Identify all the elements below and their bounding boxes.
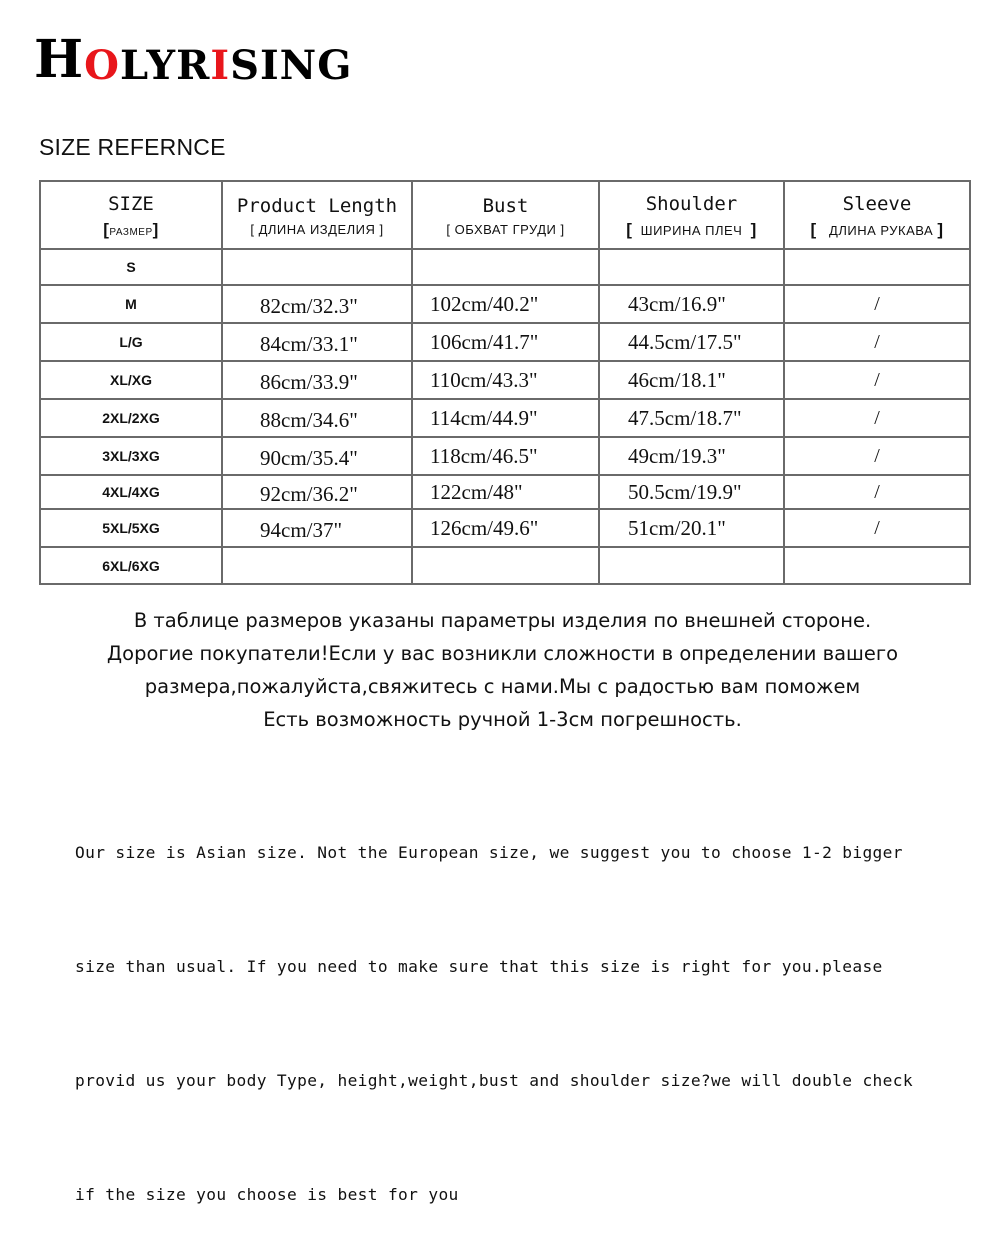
size-label: 5XL/5XG [40, 509, 222, 547]
length-value: 90cm/35.4" [222, 437, 412, 475]
size-label: XL/XG [40, 361, 222, 399]
table-row [40, 399, 970, 437]
sleeve-value [784, 249, 970, 285]
header-size: SIZE [РАЗМЕР] [40, 181, 222, 249]
bust-value: 114cm/44.9" [412, 399, 599, 437]
header-length: Product Length [ ДЛИНА ИЗДЕЛИЯ ] [222, 181, 412, 249]
sleeve-value: / [784, 399, 970, 437]
shoulder-value: 49cm/19.3" [599, 437, 784, 475]
shoulder-value [599, 249, 784, 285]
en-note-line: provid us your body Type, height,weight,bust and shoulder size?we will double check [75, 1071, 913, 1090]
length-value: 88cm/34.6" [222, 399, 412, 437]
sleeve-value: / [784, 323, 970, 361]
length-value: 86cm/33.9" [222, 361, 412, 399]
sleeve-value: / [784, 285, 970, 323]
length-value [222, 547, 412, 584]
ru-note-line: В таблице размеров указаны параметры изделия по внешней стороне. [133, 609, 872, 632]
section-title: SIZE REFERNCE [39, 134, 226, 160]
bust-value: 110cm/43.3" [412, 361, 599, 399]
bust-value: 118cm/46.5" [412, 437, 599, 475]
size-label: 4XL/4XG [40, 475, 222, 509]
bust-value [412, 547, 599, 584]
ru-note-line: Дорогие покупатели!Если у вас возникли сложности в определении вашего [106, 642, 899, 665]
table-row [40, 323, 970, 361]
size-label: 2XL/2XG [40, 399, 222, 437]
ru-note-line: размера,пожалуйста,свяжитесь с нами.Мы с радостью вам поможем [144, 675, 861, 698]
english-notes [75, 758, 995, 1252]
bust-value: 122cm/48" [412, 475, 599, 509]
length-value: 92cm/36.2" [222, 475, 412, 509]
shoulder-value: 44.5cm/17.5" [599, 323, 784, 361]
logo-letters-lyr: LYR [119, 42, 211, 89]
en-note-line: Our size is Asian size. Not the European size, we suggest you to choose 1-2 bigger [75, 843, 903, 862]
table-row [40, 437, 970, 475]
shoulder-value [599, 547, 784, 584]
bust-value [412, 249, 599, 285]
russian-notes [0, 604, 1000, 736]
shoulder-value: 47.5cm/18.7" [599, 399, 784, 437]
shoulder-value: 50.5cm/19.9" [599, 475, 784, 509]
table-row [40, 509, 970, 547]
logo-letter-o: O [84, 42, 120, 89]
shoulder-value: 43cm/16.9" [599, 285, 784, 323]
bust-value: 126cm/49.6" [412, 509, 599, 547]
shoulder-value: 46cm/18.1" [599, 361, 784, 399]
size-label: S [40, 249, 222, 285]
sleeve-value: / [784, 437, 970, 475]
sleeve-value: / [784, 509, 970, 547]
bust-value: 106cm/41.7" [412, 323, 599, 361]
size-label: M [40, 285, 222, 323]
logo-letter-h: H [34, 29, 85, 90]
length-value [222, 249, 412, 285]
en-note-line: size than usual. If you need to make sure that this size is right for you.please [75, 957, 883, 976]
size-chart-table [39, 180, 971, 585]
length-value: 94cm/37" [222, 509, 412, 547]
table-row [40, 249, 970, 285]
table-row [40, 285, 970, 323]
sleeve-value: / [784, 475, 970, 509]
size-label: L/G [40, 323, 222, 361]
ru-note-line: Есть возможность ручной 1-3см погрешность. [263, 708, 742, 731]
size-label: 3XL/3XG [40, 437, 222, 475]
brand-logo [34, 29, 353, 90]
header-shoulder: Shoulder [ ШИРИНА ПЛЕЧ ] [599, 181, 784, 249]
shoulder-value: 51cm/20.1" [599, 509, 784, 547]
header-bust: Bust [ ОБХВАТ ГРУДИ ] [412, 181, 599, 249]
table-row [40, 547, 970, 584]
table-row [40, 475, 970, 509]
header-sleeve: Sleeve [ ДЛИНА РУКАВА ] [784, 181, 970, 249]
logo-letters-sing: SING [230, 42, 353, 89]
logo-letter-i: I [210, 42, 231, 89]
length-value: 82cm/32.3" [222, 285, 412, 323]
size-label: 6XL/6XG [40, 547, 222, 584]
en-note-line: if the size you choose is best for you [75, 1185, 459, 1204]
table-row [40, 361, 970, 399]
sleeve-value [784, 547, 970, 584]
table-header-row [40, 181, 970, 249]
bust-value: 102cm/40.2" [412, 285, 599, 323]
sleeve-value: / [784, 361, 970, 399]
length-value: 84cm/33.1" [222, 323, 412, 361]
